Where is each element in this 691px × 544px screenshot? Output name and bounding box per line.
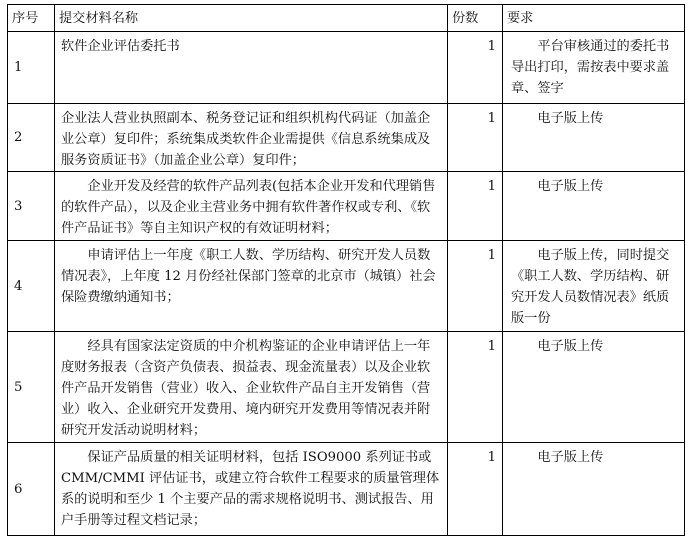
row-requirement: 电子版上传 [503, 104, 685, 172]
row-index: 2 [8, 104, 55, 172]
header-material: 提交材料名称 [55, 5, 448, 32]
row-material: 保证产品质量的相关证明材料，包括 ISO9000 系列证书或 CMM/CMMI 评估证书，或建立符合软件工程要求的质量管理体系的说明和至少 1 个主要产品的需求规格说明书、测试报告、用户手册等过程文档记录； [55, 443, 448, 536]
row-index: 6 [8, 443, 55, 536]
row-index: 4 [8, 241, 55, 332]
table-row [8, 332, 685, 443]
row-material: 软件企业评估委托书 [55, 32, 448, 104]
row-material: 申请评估上一年度《职工人数、学历结构、研究开发人员数情况表》，上年度 12 月份经社保部门签章的北京市（城镇）社会保险费缴纳通知书； [55, 241, 448, 332]
row-quantity: 1 [448, 32, 503, 104]
header-requirement: 要求 [503, 5, 685, 32]
row-requirement: 平台审核通过的委托书导出打印，需按表中要求盖章、签字 [503, 32, 685, 104]
row-material: 企业法人营业执照副本、税务登记证和组织机构代码证（加盖企业公章）复印件；系统集成类软件企业需提供《信息系统集成及服务资质证书》（加盖企业公章）复印件； [55, 104, 448, 172]
row-index: 5 [8, 332, 55, 443]
table-row [8, 241, 685, 332]
row-requirement: 电子版上传 [503, 172, 685, 241]
table-row [8, 104, 685, 172]
row-quantity: 1 [448, 332, 503, 443]
header-row [8, 5, 685, 32]
materials-table [7, 4, 685, 536]
row-requirement: 电子版上传 [503, 443, 685, 536]
row-quantity: 1 [448, 104, 503, 172]
table-body [8, 32, 685, 536]
table-row [8, 172, 685, 241]
header-index: 序号 [8, 5, 55, 32]
row-index: 3 [8, 172, 55, 241]
table-row [8, 32, 685, 104]
row-quantity: 1 [448, 172, 503, 241]
row-requirement: 电子版上传 [503, 332, 685, 443]
table-row [8, 443, 685, 536]
row-index: 1 [8, 32, 55, 104]
row-material: 经具有国家法定资质的中介机构鉴证的企业申请评估上一年度财务报表（含资产负债表、损益表、现金流量表）以及企业软件产品开发销售（营业）收入、企业软件产品自主开发销售（营业）收入、企业研究开发费用、境内研究开发费用等情况表并附研究开发活动说明材料； [55, 332, 448, 443]
row-requirement: 电子版上传，同时提交《职工人数、学历结构、研究开发人员数情况表》纸质版一份 [503, 241, 685, 332]
header-quantity: 份数 [448, 5, 503, 32]
row-quantity: 1 [448, 241, 503, 332]
table-header [8, 5, 685, 32]
row-quantity: 1 [448, 443, 503, 536]
row-material: 企业开发及经营的软件产品列表(包括本企业开发和代理销售的软件产品），以及企业主营业务中拥有软件著作权或专利、《软件产品证书》等自主知识产权的有效证明材料； [55, 172, 448, 241]
